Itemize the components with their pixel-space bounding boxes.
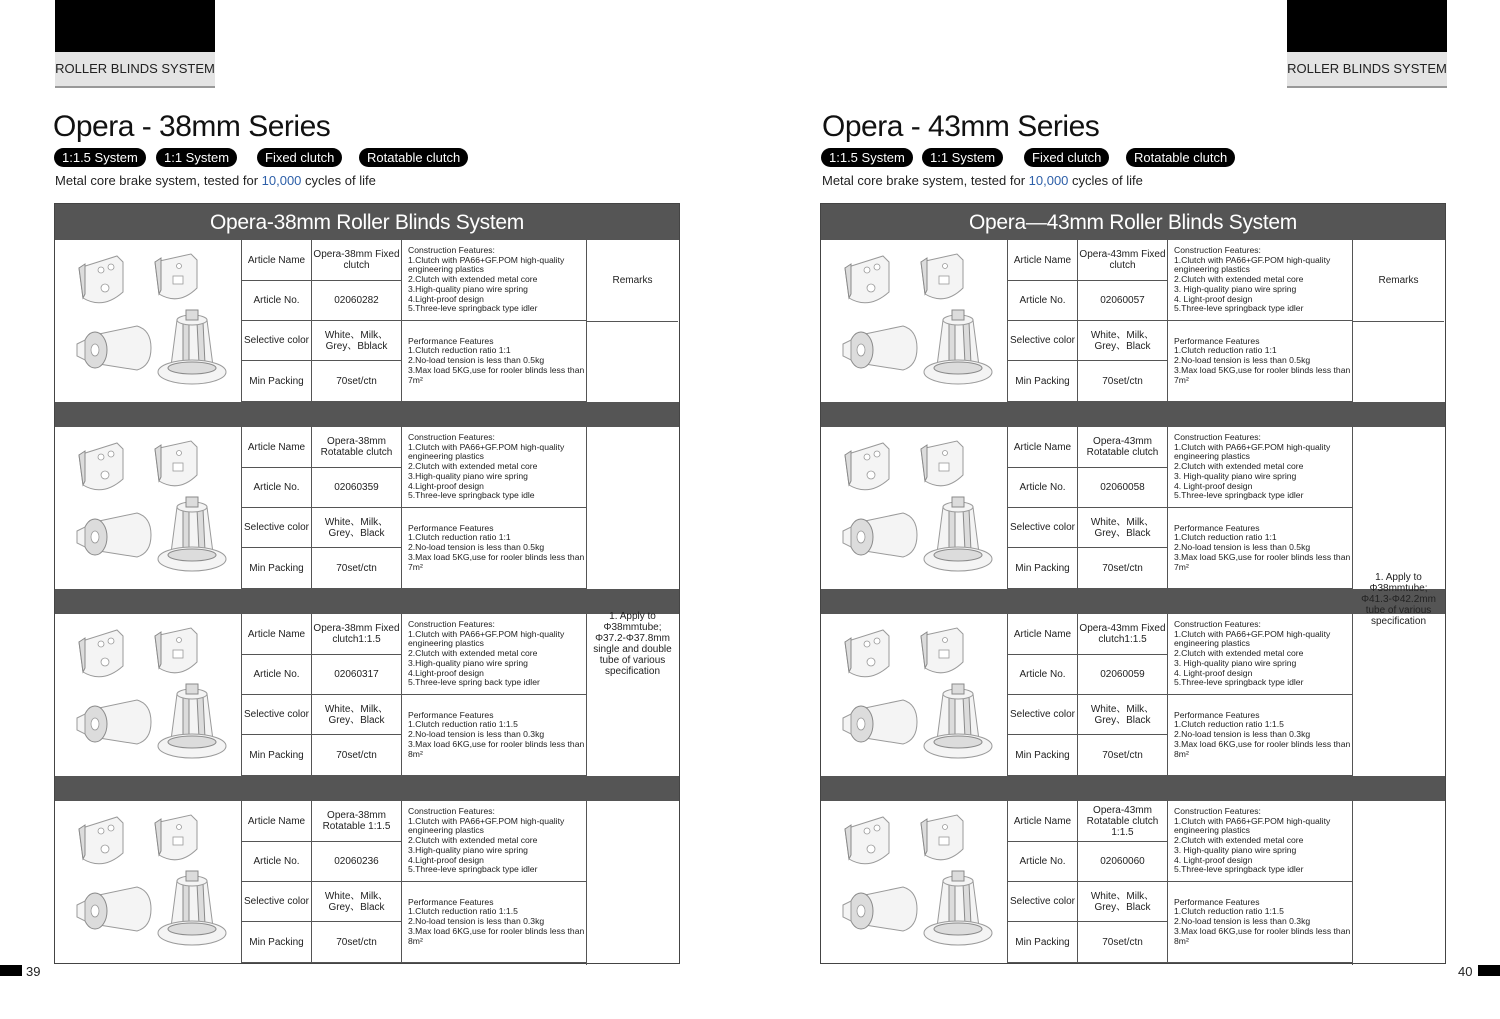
remarks-text: 1. Apply to Φ38mmtube; Φ41.3-Φ42.2mm tube of various specification — [1352, 404, 1444, 965]
article-name-value: Opera-43mm Rotatable clutch 1:1.5 — [1077, 801, 1167, 842]
feature-line: 2.No-load tension is less than 0.3kg — [408, 729, 545, 740]
bracket-image — [79, 817, 123, 864]
feature-line: 1.Clutch reduction ratio 1:1 — [1174, 532, 1277, 543]
color-value: White、Milk、Grey、Black — [1077, 508, 1167, 548]
packing-label: Min Packing — [1007, 548, 1077, 589]
feature-line: 3.Max load 5KG,use for rooler blinds less than 7m² — [408, 551, 585, 572]
article-name-label: Article Name — [1007, 614, 1077, 655]
article-name-value: Opera-43mm Rotatable clutch — [1077, 427, 1167, 468]
construction-features — [401, 427, 586, 508]
product-image-cell — [55, 801, 241, 963]
article-name-label: Article Name — [241, 801, 311, 842]
feature-line: 1.Clutch reduction ratio 1:1.5 — [408, 719, 518, 730]
article-name-label: Article Name — [241, 240, 311, 281]
performance-features — [1167, 695, 1352, 776]
feature-line: 1.Clutch with PA66+GF.POM high-quality engineering plastics — [408, 815, 565, 836]
feature-line: 2.No-load tension is less than 0.5kg — [408, 542, 545, 553]
feature-line: Performance Features — [408, 896, 494, 907]
feature-line: 3.High-quality piano wire spring — [408, 470, 528, 481]
performance-features — [1167, 321, 1352, 402]
feature-line: 2.No-load tension is less than 0.5kg — [408, 355, 545, 366]
feature-line: 5.Three-leve springback type idler — [1174, 303, 1304, 314]
article-no-label: Article No. — [241, 468, 311, 508]
feature-line: 1.Clutch reduction ratio 1:1 — [408, 345, 511, 356]
feature-line: Performance Features — [408, 522, 494, 533]
color-label: Selective color — [1007, 321, 1077, 361]
article-name-value: Opera-38mm Fixed clutch1:1.5 — [311, 614, 401, 655]
idler-image — [158, 310, 226, 384]
tag-pill: 1:1 System — [922, 148, 1003, 167]
color-label: Selective color — [241, 508, 311, 548]
packing-label: Min Packing — [241, 735, 311, 776]
feature-line: Construction Features: — [408, 618, 495, 629]
product-image — [821, 427, 1007, 589]
feature-line: 4. Light-proof design — [1174, 667, 1253, 678]
clutch-image — [77, 700, 151, 744]
tagline-cycles: 10,000 — [1028, 173, 1069, 188]
packing-value: 70set/ctn — [311, 548, 401, 589]
feature-line: 1.Clutch with PA66+GF.POM high-quality engineering plastics — [1174, 815, 1331, 836]
article-name-label: Article Name — [241, 614, 311, 655]
product-image-cell — [55, 240, 241, 402]
clutch-image — [843, 700, 917, 744]
article-name-label: Article Name — [241, 427, 311, 468]
bracket-image — [845, 443, 889, 490]
article-name-value: Opera-43mm Fixed clutch1:1.5 — [1077, 614, 1167, 655]
feature-line: Construction Features: — [408, 805, 495, 816]
feature-line: 1.Clutch with PA66+GF.POM high-quality engineering plastics — [408, 628, 565, 649]
feature-line: Performance Features — [408, 709, 494, 720]
performance-features — [1167, 508, 1352, 589]
article-no-value: 02060282 — [311, 281, 401, 321]
feature-line: 4. Light-proof design — [1174, 293, 1253, 304]
bracket-image — [921, 441, 963, 486]
clutch-image — [77, 887, 151, 931]
article-no-value: 02060060 — [1077, 842, 1167, 882]
feature-line: Performance Features — [408, 335, 494, 346]
feature-line: 3.Max load 5KG,use for rooler blinds less than 7m² — [1174, 364, 1351, 385]
feature-line: Construction Features: — [408, 431, 495, 442]
tagline-text: Metal core brake system, tested for — [55, 173, 262, 188]
clutch-image — [77, 326, 151, 370]
construction-features — [401, 240, 586, 321]
construction-features — [401, 614, 586, 695]
color-value: White、Milk、Grey、Black — [1077, 321, 1167, 361]
remarks-header: Remarks — [1352, 240, 1444, 322]
article-name-label: Article Name — [1007, 427, 1077, 468]
feature-line: 4. Light-proof design — [1174, 854, 1253, 865]
product-image — [55, 427, 241, 589]
header-tab-block — [55, 0, 215, 52]
feature-line: 1.Clutch reduction ratio 1:1.5 — [1174, 719, 1284, 730]
feature-line: 3. High-quality piano wire spring — [1174, 657, 1297, 668]
color-value: White、Milk、Grey、Black — [1077, 882, 1167, 922]
bracket-image — [921, 628, 963, 673]
bracket-image — [155, 441, 197, 486]
feature-line: 2.No-load tension is less than 0.3kg — [1174, 916, 1311, 927]
product-image — [55, 614, 241, 776]
article-no-label: Article No. — [241, 281, 311, 321]
feature-line: 1.Clutch reduction ratio 1:1 — [1174, 345, 1277, 356]
feature-line: 5.Three-leve springback type idler — [1174, 677, 1304, 688]
tag-pill: Fixed clutch — [1024, 148, 1109, 167]
article-no-value: 02060058 — [1077, 468, 1167, 508]
tag-pill: 1:1.5 System — [54, 148, 146, 167]
product-image-cell — [55, 427, 241, 589]
bracket-image — [79, 256, 123, 303]
feature-line: 4. Light-proof design — [1174, 480, 1253, 491]
tagline — [822, 173, 1143, 188]
packing-value: 70set/ctn — [1077, 922, 1167, 963]
color-value: White、Milk、Grey、Black — [1077, 695, 1167, 735]
article-no-value: 02060359 — [311, 468, 401, 508]
feature-line: 5.Three-leve springback type idle — [408, 490, 535, 501]
bracket-image — [79, 443, 123, 490]
performance-features — [1167, 882, 1352, 963]
feature-line: 2.Clutch with extended metal core — [408, 274, 538, 285]
feature-line: 5.Three-leve spring back type idler — [408, 677, 540, 688]
tag-pill: Fixed clutch — [257, 148, 342, 167]
product-image — [821, 801, 1007, 963]
feature-line: Construction Features: — [1174, 431, 1261, 442]
product-image-cell — [821, 240, 1007, 402]
article-no-label: Article No. — [1007, 281, 1077, 321]
article-no-label: Article No. — [1007, 842, 1077, 882]
color-label: Selective color — [1007, 695, 1077, 735]
feature-line: Construction Features: — [1174, 244, 1261, 255]
performance-features — [401, 508, 586, 589]
bracket-image — [845, 630, 889, 677]
packing-value: 70set/ctn — [1077, 361, 1167, 402]
feature-line: 2.Clutch with extended metal core — [1174, 648, 1304, 659]
page-number-bar — [0, 965, 22, 976]
product-image — [821, 614, 1007, 776]
packing-value: 70set/ctn — [311, 735, 401, 776]
tagline — [55, 173, 376, 188]
feature-line: 3.Max load 5KG,use for rooler blinds less than 7m² — [1174, 551, 1351, 572]
feature-line: 1.Clutch with PA66+GF.POM high-quality engineering plastics — [1174, 441, 1331, 462]
feature-line: 5.Three-leve springback type idler — [1174, 490, 1304, 501]
table-title: Opera—43mm Roller Blinds System — [821, 204, 1445, 240]
feature-line: 2.Clutch with extended metal core — [408, 461, 538, 472]
clutch-image — [843, 513, 917, 557]
tag-pill: 1:1.5 System — [821, 148, 913, 167]
feature-line: 3. High-quality piano wire spring — [1174, 470, 1297, 481]
tagline-text: Metal core brake system, tested for — [822, 173, 1029, 188]
packing-label: Min Packing — [241, 548, 311, 589]
feature-line: 4.Light-proof design — [408, 480, 484, 491]
tagline-text: cycles of life — [1068, 173, 1143, 188]
feature-line: Performance Features — [1174, 709, 1260, 720]
remarks-header: Remarks — [586, 240, 678, 322]
idler-image — [158, 497, 226, 571]
feature-line: Performance Features — [1174, 335, 1260, 346]
tag-pill: Rotatable clutch — [1126, 148, 1235, 167]
bracket-image — [79, 630, 123, 677]
color-label: Selective color — [1007, 508, 1077, 548]
feature-line: Construction Features: — [1174, 805, 1261, 816]
article-name-value: Opera-43mm Fixed clutch — [1077, 240, 1167, 281]
construction-features — [1167, 801, 1352, 882]
feature-line: 2.Clutch with extended metal core — [408, 835, 538, 846]
feature-line: 2.No-load tension is less than 0.3kg — [408, 916, 545, 927]
packing-label: Min Packing — [1007, 361, 1077, 402]
feature-line: 3.Max load 6KG,use for rooler blinds less than 8m² — [1174, 925, 1351, 946]
article-name-value: Opera-38mm Fixed clutch — [311, 240, 401, 281]
feature-line: 3.Max load 6KG,use for rooler blinds less than 8m² — [1174, 738, 1351, 759]
product-image-cell — [821, 801, 1007, 963]
bracket-image — [921, 254, 963, 299]
bracket-image — [155, 254, 197, 299]
packing-label: Min Packing — [241, 361, 311, 402]
feature-line: 3.Max load 6KG,use for rooler blinds less than 8m² — [408, 738, 585, 759]
product-image-cell — [821, 614, 1007, 776]
article-no-value: 02060236 — [311, 842, 401, 882]
feature-line: 2.Clutch with extended metal core — [1174, 835, 1304, 846]
color-value: White、Milk、Grey、Black — [311, 508, 401, 548]
color-label: Selective color — [241, 695, 311, 735]
clutch-image — [77, 513, 151, 557]
series-title: Opera - 38mm Series — [53, 110, 331, 143]
table-title: Opera-38mm Roller Blinds System — [55, 204, 679, 240]
feature-line: Performance Features — [1174, 522, 1260, 533]
color-label: Selective color — [241, 321, 311, 361]
feature-line: 5.Three-leve springback type idler — [408, 864, 538, 875]
construction-features — [1167, 240, 1352, 321]
bracket-image — [921, 815, 963, 860]
article-no-label: Article No. — [241, 842, 311, 882]
article-no-value: 02060059 — [1077, 655, 1167, 695]
article-no-value: 02060317 — [311, 655, 401, 695]
page-number: 40 — [1458, 964, 1473, 979]
feature-line: 5.Three-leve springback type idler — [1174, 864, 1304, 875]
color-label: Selective color — [1007, 882, 1077, 922]
tag-pill: Rotatable clutch — [359, 148, 468, 167]
product-image-cell — [55, 614, 241, 776]
tagline-cycles: 10,000 — [261, 173, 302, 188]
article-no-label: Article No. — [1007, 468, 1077, 508]
tagline-text: cycles of life — [301, 173, 376, 188]
feature-line: 2.Clutch with extended metal core — [1174, 461, 1304, 472]
feature-line: Construction Features: — [408, 244, 495, 255]
packing-value: 70set/ctn — [1077, 735, 1167, 776]
system-table — [54, 203, 680, 964]
packing-value: 70set/ctn — [311, 922, 401, 963]
article-no-label: Article No. — [241, 655, 311, 695]
packing-value: 70set/ctn — [311, 361, 401, 402]
feature-line: 1.Clutch with PA66+GF.POM high-quality engineering plastics — [1174, 254, 1331, 275]
header-tab-block — [1287, 0, 1447, 52]
packing-label: Min Packing — [241, 922, 311, 963]
feature-line: 4.Light-proof design — [408, 293, 484, 304]
feature-line: 2.Clutch with extended metal core — [408, 648, 538, 659]
feature-line: 2.Clutch with extended metal core — [1174, 274, 1304, 285]
clutch-image — [843, 326, 917, 370]
remarks-text: 1. Apply to Φ38mmtube; Φ37.2-Φ37.8mm single and double tube of various specification — [586, 322, 678, 965]
feature-line: 3.High-quality piano wire spring — [408, 844, 528, 855]
feature-line: 3. High-quality piano wire spring — [1174, 844, 1297, 855]
feature-line: Performance Features — [1174, 896, 1260, 907]
construction-features — [1167, 614, 1352, 695]
idler-image — [924, 871, 992, 945]
feature-line: 4.Light-proof design — [408, 667, 484, 678]
feature-line: 3.Max load 6KG,use for rooler blinds less than 8m² — [408, 925, 585, 946]
feature-line: 3.Max load 5KG,use for rooler blinds less than 7m² — [408, 364, 585, 385]
series-title: Opera - 43mm Series — [822, 110, 1100, 143]
article-name-label: Article Name — [1007, 801, 1077, 842]
page-number-bar — [1478, 965, 1500, 976]
section-label: ROLLER BLINDS SYSTEM — [1287, 52, 1447, 88]
product-image-cell — [821, 427, 1007, 589]
tag-pill: 1:1 System — [156, 148, 237, 167]
feature-line: 2.No-load tension is less than 0.5kg — [1174, 542, 1311, 553]
construction-features — [401, 801, 586, 882]
feature-line: 1.Clutch with PA66+GF.POM high-quality engineering plastics — [408, 441, 565, 462]
page-number: 39 — [26, 964, 41, 979]
bracket-image — [155, 628, 197, 673]
feature-line: 3.High-quality piano wire spring — [408, 283, 528, 294]
idler-image — [924, 497, 992, 571]
performance-features — [401, 882, 586, 963]
construction-features — [1167, 427, 1352, 508]
article-name-value: Opera-38mm Rotatable clutch — [311, 427, 401, 468]
system-table — [820, 203, 1446, 964]
idler-image — [924, 684, 992, 758]
feature-line: Construction Features: — [1174, 618, 1261, 629]
feature-line: 2.No-load tension is less than 0.3kg — [1174, 729, 1311, 740]
feature-line: 1.Clutch reduction ratio 1:1.5 — [1174, 906, 1284, 917]
article-name-label: Article Name — [1007, 240, 1077, 281]
product-image — [55, 240, 241, 402]
article-name-value: Opera-38mm Rotatable 1:1.5 — [311, 801, 401, 842]
product-image — [55, 801, 241, 963]
feature-line: 4.Light-proof design — [408, 854, 484, 865]
feature-line: 2.No-load tension is less than 0.5kg — [1174, 355, 1311, 366]
section-label: ROLLER BLINDS SYSTEM — [55, 52, 215, 88]
feature-line: 5.Three-leve springback type idler — [408, 303, 538, 314]
idler-image — [158, 871, 226, 945]
bracket-image — [845, 256, 889, 303]
color-label: Selective color — [241, 882, 311, 922]
performance-features — [401, 695, 586, 776]
color-value: White、Milk、Grey、Bblack — [311, 321, 401, 361]
bracket-image — [155, 815, 197, 860]
product-image — [821, 240, 1007, 402]
idler-image — [158, 684, 226, 758]
performance-features — [401, 321, 586, 402]
clutch-image — [843, 887, 917, 931]
feature-line: 1.Clutch with PA66+GF.POM high-quality engineering plastics — [408, 254, 565, 275]
feature-line: 1.Clutch reduction ratio 1:1.5 — [408, 906, 518, 917]
feature-line: 3. High-quality piano wire spring — [1174, 283, 1297, 294]
idler-image — [924, 310, 992, 384]
feature-line: 1.Clutch reduction ratio 1:1 — [408, 532, 511, 543]
packing-label: Min Packing — [1007, 735, 1077, 776]
color-value: White、Milk、Grey、Black — [311, 882, 401, 922]
bracket-image — [845, 817, 889, 864]
packing-label: Min Packing — [1007, 922, 1077, 963]
color-value: White、Milk、Grey、Black — [311, 695, 401, 735]
feature-line: 3.High-quality piano wire spring — [408, 657, 528, 668]
remarks-empty-cell — [1352, 322, 1444, 404]
article-no-value: 02060057 — [1077, 281, 1167, 321]
feature-line: 1.Clutch with PA66+GF.POM high-quality engineering plastics — [1174, 628, 1331, 649]
article-no-label: Article No. — [1007, 655, 1077, 695]
packing-value: 70set/ctn — [1077, 548, 1167, 589]
